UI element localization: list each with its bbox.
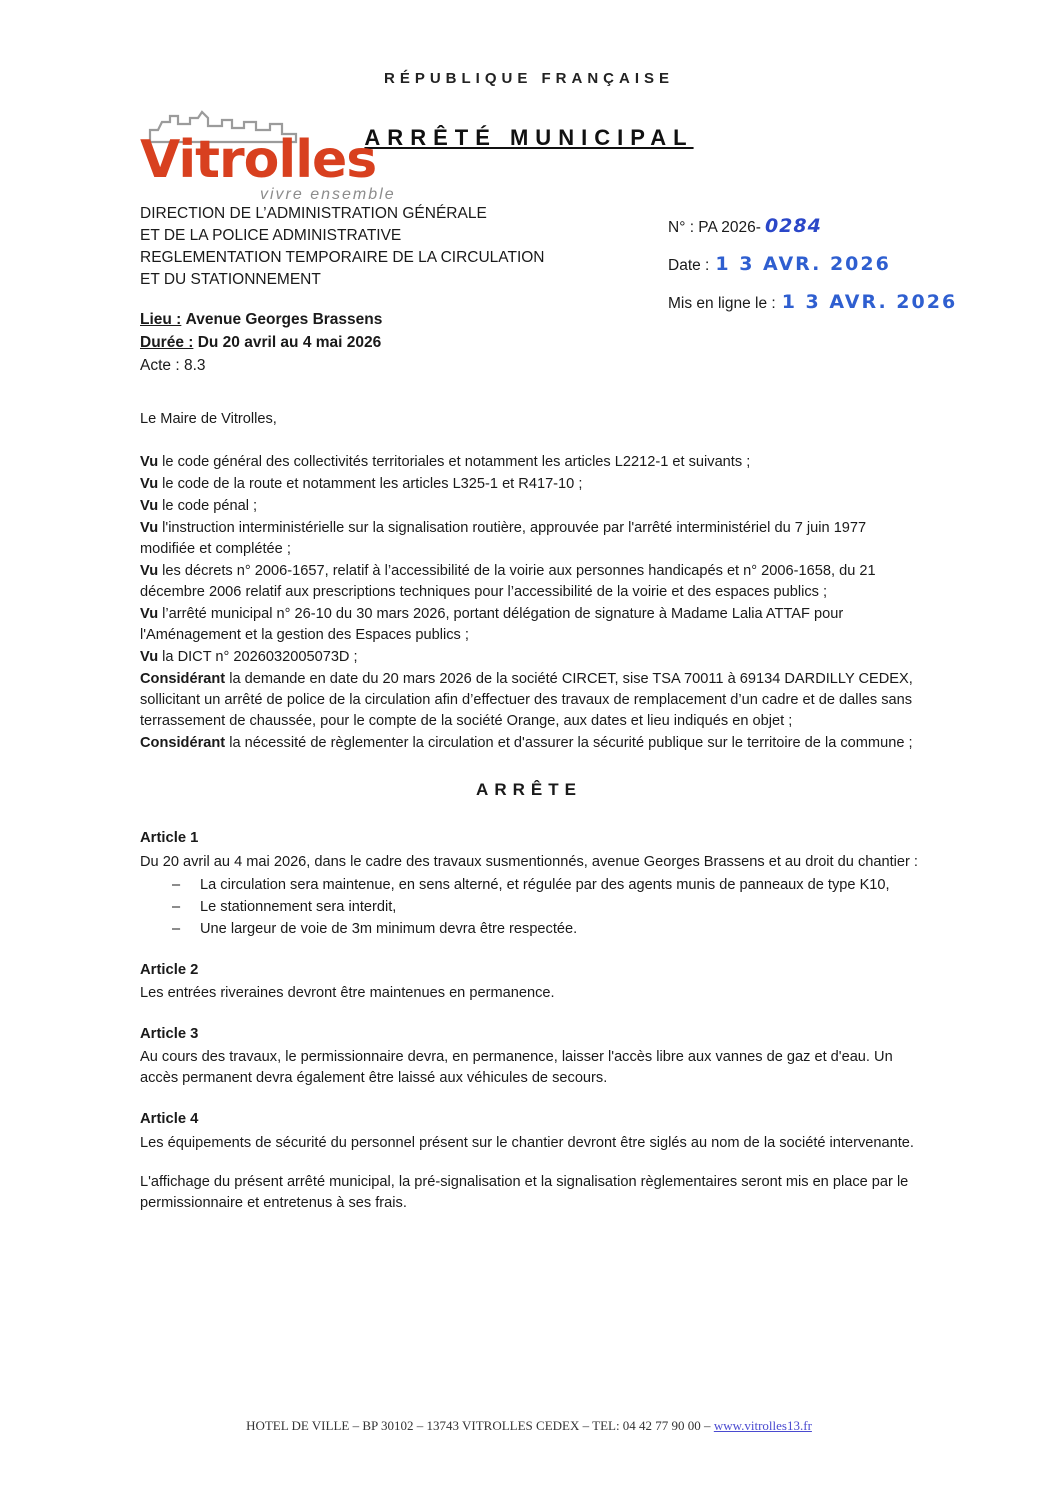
visa-prefix: Vu [140, 498, 159, 514]
article-text: Les entrées riveraines devront être maintenues en permanence. [140, 985, 555, 1002]
article-text: Les équipements de sécurité du personnel présent sur le chantier devront être siglés au nom de la société intervenante. [140, 1134, 914, 1151]
visa-text: l'instruction interministérielle sur la signalisation routière, approuvée par l'arrêté interministériel du 7 juin 1977 modifiée et complétée ; [140, 520, 867, 557]
page-footer [0, 1418, 1058, 1434]
online-label: Mis en ligne le : [668, 295, 776, 312]
duree-value: Du 20 avril au 4 mai 2026 [197, 333, 382, 351]
lieu-row [140, 309, 382, 332]
duree-label: Durée : [140, 333, 194, 351]
closing-paragraph: L'affichage du présent arrêté municipal, la pré-signalisation et la signalisation règlementaires seront mis en place par le permissionnaire et entretenus à ses frais. [140, 1173, 909, 1211]
reference-block [668, 207, 998, 321]
visa-item [140, 733, 918, 754]
visa-item [140, 669, 918, 732]
visa-item [140, 604, 918, 646]
visa-text: la nécessité de règlementer la circulation et d'assurer la sécurité publique sur le territoire de la commune ; [225, 735, 913, 751]
visa-item [140, 474, 918, 495]
list-item: – La circulation sera maintenue, en sens alterné, et régulée par des agents munis de panneaux de type K10, [172, 875, 918, 896]
intro-line: Le Maire de Vitrolles, [140, 411, 277, 427]
vitrolles-logo [140, 108, 440, 208]
visa-prefix: Vu [140, 606, 159, 622]
date-label: Date : [668, 257, 710, 274]
acte-value: 8.3 [183, 356, 206, 374]
article-title: Article 1 [140, 830, 199, 847]
subject-block [140, 309, 382, 378]
acte-row [140, 355, 382, 378]
visa-item [140, 452, 918, 473]
acte-label: Acte : [140, 356, 180, 374]
service-line-2: ET DE LA POLICE ADMINISTRATIVE [140, 227, 402, 244]
visa-prefix: Vu [140, 520, 159, 536]
list-item: – Le stationnement sera interdit, [172, 897, 918, 918]
service-line-1: DIRECTION DE L’ADMINISTRATION GÉNÉRALE [140, 205, 487, 222]
visa-text: le code pénal ; [158, 498, 258, 514]
visa-text: la demande en date du 20 mars 2026 de la société CIRCET, sise TSA 70011 à 69134 DARDILLY CEDEX, sollicitant un arrêté de police de la circulation afin d’effectuer des travaux de remplacement d’un cadre et de dalles sans terrassement de chaussée, pour le compte de la société Orange, aux dates et lieu indiqués en objet ; [140, 671, 913, 729]
service-line-3: REGLEMENTATION TEMPORAIRE DE LA CIRCULATION [140, 249, 545, 266]
visa-prefix: Considérant [140, 671, 226, 687]
numero-value: 0284 [764, 215, 822, 237]
visa-prefix: Vu [140, 649, 159, 665]
document-body [140, 409, 918, 1214]
visa-text: la DICT n° 2026032005073D ; [158, 649, 358, 665]
visa-text: les décrets n° 2006-1657, relatif à l’accessibilité de la voirie aux personnes handicapés et n° 2006-1658, du 21 décembre 2006 relatif aux prescriptions techniques pour l’accessibilité de la voirie et des espaces publics ; [140, 563, 876, 600]
service-designation [140, 203, 620, 291]
visa-prefix: Vu [140, 563, 159, 579]
logo-wordmark: Vitrolles [140, 130, 377, 190]
visa-prefix: Vu [140, 454, 159, 470]
page-title: ARRÊTÉ MUNICIPAL [364, 125, 694, 150]
article-title: Article 3 [140, 1026, 199, 1043]
visa-item [140, 496, 918, 517]
article-text: Du 20 avril au 4 mai 2026, dans le cadre des travaux susmentionnés, avenue Georges Brassens et au droit du chantier : [140, 853, 918, 870]
visa-item [140, 518, 918, 560]
visa-prefix: Considérant [140, 735, 226, 751]
meta-block [0, 203, 1058, 383]
duree-row [140, 332, 382, 355]
visa-item [140, 647, 918, 668]
republique-francaise-heading: RÉPUBLIQUE FRANÇAISE [383, 70, 674, 87]
article-block [140, 828, 918, 939]
date-row [668, 245, 998, 283]
date-value: 1 3 AVR. 2026 [715, 253, 891, 275]
article-title: Article 4 [140, 1111, 199, 1128]
visa-item [140, 561, 918, 603]
visas-list [140, 452, 918, 754]
visa-text: l’arrêté municipal n° 26-10 du 30 mars 2026, portant délégation de signature à Madame Lalia ATTAF pour l'Aménagement et la gestion des Espaces publics ; [140, 606, 844, 643]
list-item: – Une largeur de voie de 3m minimum devra être respectée. [172, 919, 918, 940]
footer-text: HOTEL DE VILLE – BP 30102 – 13743 VITROLLES CEDEX – TEL: 04 42 77 90 00 – [246, 1418, 714, 1433]
article-text: Au cours des travaux, le permissionnaire devra, en permanence, laisser l'accès libre aux vannes de gaz et d'eau. Un accès permanent devra également être laissé aux véhicules de secours. [140, 1049, 893, 1087]
article-block [140, 960, 918, 1004]
lieu-label: Lieu : [140, 311, 182, 328]
article-block [140, 1024, 918, 1089]
visa-prefix: Vu [140, 476, 159, 492]
visa-text: le code général des collectivités territoriales et notamment les articles L2212-1 et suivants ; [158, 454, 751, 470]
article-title: Article 2 [140, 961, 199, 978]
service-line-4: ET DU STATIONNEMENT [140, 271, 321, 288]
arrete-heading: ARRÊTE [476, 780, 582, 799]
visa-text: le code de la route et notamment les articles L325-1 et R417-10 ; [158, 476, 583, 492]
article-bullet-list [140, 875, 918, 940]
footer-website-link[interactable]: www.vitrolles13.fr [713, 1418, 812, 1433]
online-value: 1 3 AVR. 2026 [781, 291, 958, 313]
lieu-value: Avenue Georges Brassens [185, 311, 383, 328]
logo-tagline: vivre ensemble [260, 186, 396, 203]
online-row [668, 283, 998, 321]
article-block [140, 1109, 918, 1153]
numero-label: N° : PA 2026- [668, 219, 761, 236]
numero-row [668, 207, 998, 245]
